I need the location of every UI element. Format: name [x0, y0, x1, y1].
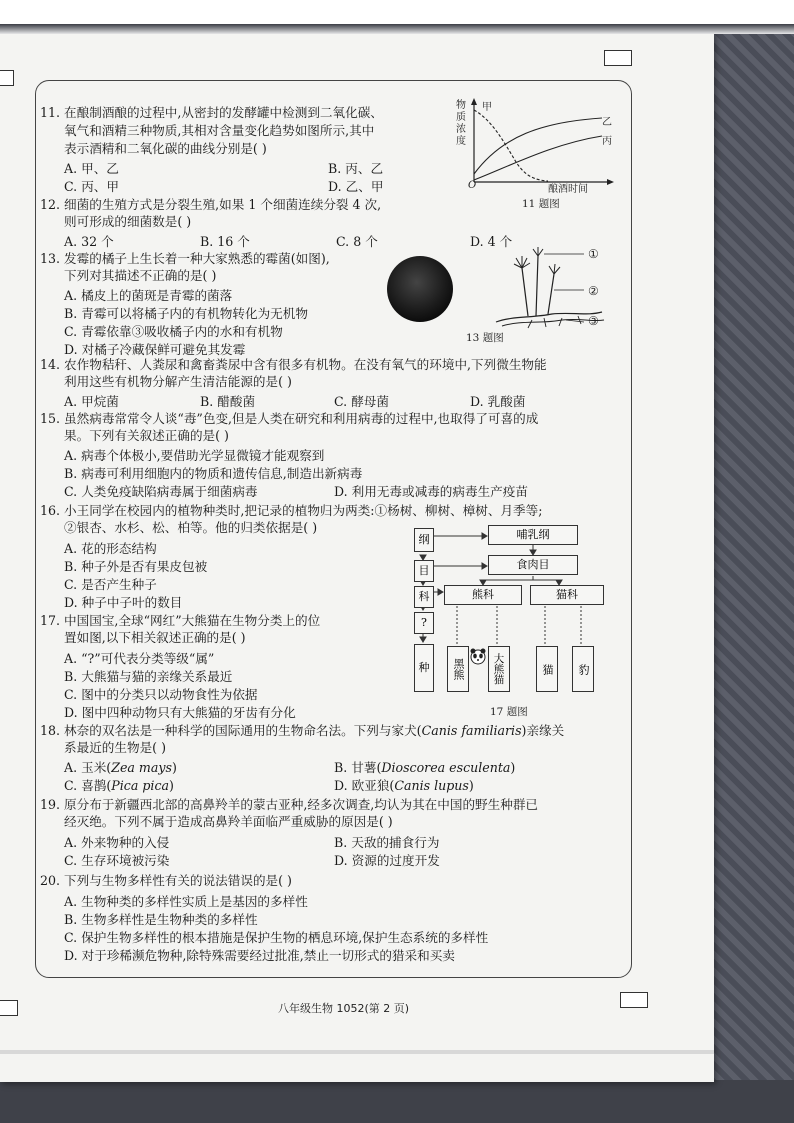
q11-label-bing: 丙 [602, 136, 612, 147]
q18-option-b-label: B. 甘薯( [334, 760, 382, 775]
q15-option-d[interactable]: D. 利用无毒或减毒的病毒生产疫苗 [334, 484, 528, 499]
q19-line1: 19. 原分布于新疆西北部的高鼻羚羊的蒙古亚种,经多次调查,均认为其在中国的野生种群已 [40, 797, 539, 812]
q13-option-b[interactable]: B. 青霉可以将橘子内的有机物转化为无机物 [64, 306, 308, 321]
background-right [700, 24, 794, 1123]
q11-label-yi: 乙 [602, 117, 612, 128]
q18-option-a[interactable] [64, 757, 177, 776]
q11-option-c[interactable]: C. 丙、甲 [64, 179, 119, 194]
q16-option-c[interactable]: C. 是否产生种子 [64, 577, 157, 592]
q18-option-c-latin: Pica pica [111, 778, 170, 793]
q17-option-c[interactable]: C. 图中的分类只以动物食性为依据 [64, 687, 258, 702]
q17-species-black-bear: 黑熊 [447, 646, 469, 692]
q17-rank-class: 纲 [414, 528, 434, 552]
q11-line2: 氧气和酒精三种物质,其相对含量变化趋势如图所示,其中 [64, 123, 375, 138]
q17-family-bear: 熊科 [444, 585, 522, 605]
background-bottom [0, 1080, 794, 1123]
q15-line2: 果。下列有关叙述正确的是( ) [64, 428, 229, 443]
q17-panda-icon [469, 646, 487, 666]
q13-option-a[interactable]: A. 橘皮上的菌斑是青霉的菌落 [64, 288, 233, 303]
q11-caption: 11 题图 [522, 198, 560, 210]
q14-option-d[interactable]: D. 乳酸菌 [470, 394, 526, 409]
corner-mark [604, 50, 632, 66]
q18-option-d-end: ) [468, 778, 474, 793]
q18-option-b[interactable] [334, 757, 515, 776]
q17-species-leopard: 豹 [572, 646, 594, 692]
q11-label-jia: 甲 [482, 102, 492, 113]
q14-option-a[interactable]: A. 甲烷菌 [64, 394, 119, 409]
q16-line2: ②银杏、水杉、松、柏等。他的归类依据是( ) [64, 520, 318, 535]
q12-line1: 12. 细菌的生殖方式是分裂生殖,如果 1 个细菌连续分裂 4 次, [40, 197, 382, 212]
q15-option-a[interactable]: A. 病毒个体极小,要借助光学显微镜才能观察到 [64, 448, 325, 463]
q12-option-c[interactable]: C. 8 个 [336, 234, 378, 249]
q18-option-d[interactable] [334, 775, 474, 794]
q20-option-a[interactable]: A. 生物种类的多样性实质上是基因的多样性 [64, 894, 308, 909]
q15-line1: 15. 虽然病毒常常令人谈“毒”色变,但是人类在研究和利用病毒的过程中,也取得了可喜的成 [40, 411, 539, 426]
q19-option-d[interactable]: D. 资源的过度开发 [334, 853, 440, 868]
q17-line1: 17. 中国国宝,全球“网红”大熊猫在生物分类上的位 [40, 613, 321, 628]
q18-line1 [40, 722, 564, 739]
q16-line1: 16. 小王同学在校园内的植物种类时,把记录的植物归为两类:①杨树、柳树、樟树、月季等; [40, 503, 543, 518]
q17-rank-unknown: ? [414, 612, 434, 634]
q17-line2: 置如图,以下相关叙述正确的是( ) [64, 630, 246, 645]
q16-option-b[interactable]: B. 种子外是否有果皮包被 [64, 559, 208, 574]
q17-option-d[interactable]: D. 图中四种动物只有大熊猫的牙齿有分化 [64, 705, 296, 720]
q19-option-c[interactable]: C. 生存环境被污染 [64, 853, 170, 868]
q18-option-a-end: ) [171, 760, 177, 775]
q18-option-c[interactable] [64, 775, 174, 794]
page-footer: 八年级生物 1052(第 2 页) [278, 1002, 410, 1015]
q14-line2: 利用这些有机物分解产生清洁能源的是( ) [64, 374, 292, 389]
q11-origin: O [468, 180, 477, 191]
q18-option-d-label: D. 欧亚狼( [334, 778, 395, 793]
q13-marker-1: ① [588, 247, 599, 261]
q12-option-b[interactable]: B. 16 个 [200, 234, 250, 249]
q11-ylabel: 物质浓度 [456, 100, 466, 147]
q11-option-a[interactable]: A. 甲、乙 [64, 161, 119, 176]
q20-option-c[interactable]: C. 保护生物多样性的根本措施是保护生物的栖息环境,保护生态系统的多样性 [64, 930, 489, 945]
q13-option-c[interactable]: C. 青霉依靠③吸收橘子内的水和有机物 [64, 324, 283, 339]
q18-latin-dog: Canis familiaris [421, 723, 522, 738]
q18-line1-text: 18. 林奈的双名法是一种科学的国际通用的生物命名法。下列与家犬( [40, 723, 422, 738]
q20-option-d[interactable]: D. 对于珍稀濒危物种,除特殊需要经过批准,禁止一切形式的猎采和买卖 [64, 948, 455, 963]
q11-curve-jia [474, 110, 548, 181]
q17-rank-species: 种 [414, 644, 434, 692]
q11-option-b[interactable]: B. 丙、乙 [328, 161, 384, 176]
q12-option-d[interactable]: D. 4 个 [470, 234, 513, 249]
q18-option-c-label: C. 喜鹊( [64, 778, 112, 793]
background-top [0, 0, 794, 24]
q14-option-c[interactable]: C. 酵母菌 [334, 394, 389, 409]
q19-line2: 经灭绝。下列不属于造成高鼻羚羊面临严重威胁的原因是( ) [64, 814, 393, 829]
q11-xlabel: 酿酒时间 [548, 184, 588, 195]
q12-option-a[interactable]: A. 32 个 [64, 234, 114, 249]
q17-species-giant-panda: 大熊猫 [488, 646, 510, 692]
q13-moldy-orange-image [385, 254, 455, 324]
q11-curve-bing [474, 136, 602, 180]
q18-option-b-latin: Dioscorea esculenta [381, 760, 511, 775]
q11-line3: 表示酒精和二氧化碳的曲线分别是( ) [64, 141, 267, 156]
q18-line2: 系最近的生物是( ) [64, 740, 166, 755]
background-band [0, 24, 794, 34]
q13-caption: 13 题图 [466, 332, 504, 344]
q18-option-c-end: ) [169, 778, 174, 793]
q15-option-c[interactable]: C. 人类免疫缺陷病毒属于细菌病毒 [64, 484, 258, 499]
q17-option-b[interactable]: B. 大熊猫与猫的亲缘关系最近 [64, 669, 233, 684]
q15-option-b[interactable]: B. 病毒可利用细胞内的物质和遗传信息,制造出新病毒 [64, 466, 363, 481]
q20-option-b[interactable]: B. 生物多样性是生物种类的多样性 [64, 912, 258, 927]
q16-option-a[interactable]: A. 花的形态结构 [64, 541, 157, 556]
q18-option-a-label: A. 玉米( [64, 760, 112, 775]
q13-line2: 下列对其描述不正确的是( ) [64, 268, 217, 283]
q18-line1-end: )亲缘关 [521, 723, 565, 738]
q17-class-name: 哺乳纲 [488, 525, 578, 545]
q18-option-b-end: ) [510, 760, 516, 775]
q17-option-a[interactable]: A. “?”可代表分类等级“属” [64, 651, 215, 666]
corner-mark [620, 992, 648, 1008]
q18-option-d-latin: Canis lupus [394, 778, 469, 793]
q13-marker-2: ② [588, 284, 599, 298]
q11-graph [452, 96, 622, 206]
q17-rank-family: 科 [414, 586, 434, 608]
q13-option-d[interactable]: D. 对橘子冷藏保鲜可避免其发霉 [64, 342, 246, 357]
q12-line2: 则可形成的细菌数是( ) [64, 214, 192, 229]
q19-option-a[interactable]: A. 外来物种的入侵 [64, 835, 170, 850]
corner-mark [0, 70, 14, 86]
q17-species-cat: 猫 [536, 646, 558, 692]
q17-order-name: 食肉目 [488, 555, 578, 575]
q19-option-b[interactable]: B. 天敌的捕食行为 [334, 835, 440, 850]
q17-caption: 17 题图 [490, 706, 528, 718]
q20-line1: 20. 下列与生物多样性有关的说法错误的是( ) [40, 873, 292, 888]
paper-edge [0, 1050, 714, 1054]
q11-line1: 11. 在酿制酒酿的过程中,从密封的发酵罐中检测到二氧化碳、 [40, 105, 383, 120]
q11-option-d[interactable]: D. 乙、甲 [328, 179, 384, 194]
q16-option-d[interactable]: D. 种子中子叶的数目 [64, 595, 183, 610]
q17-family-cat: 猫科 [530, 585, 604, 605]
q13-marker-3: ③ [588, 314, 599, 328]
q17-rank-order: 目 [414, 560, 434, 582]
q18-option-a-latin: Zea mays [111, 760, 172, 775]
q14-option-b[interactable]: B. 醋酸菌 [200, 394, 256, 409]
corner-mark [0, 1000, 18, 1016]
q14-line1: 14. 农作物秸秆、人粪尿和禽畜粪尿中含有很多有机物。在没有氧气的环境中,下列微生物能 [40, 357, 547, 372]
q13-line1: 13. 发霉的橘子上生长着一种大家熟悉的霉菌(如图), [40, 251, 330, 266]
